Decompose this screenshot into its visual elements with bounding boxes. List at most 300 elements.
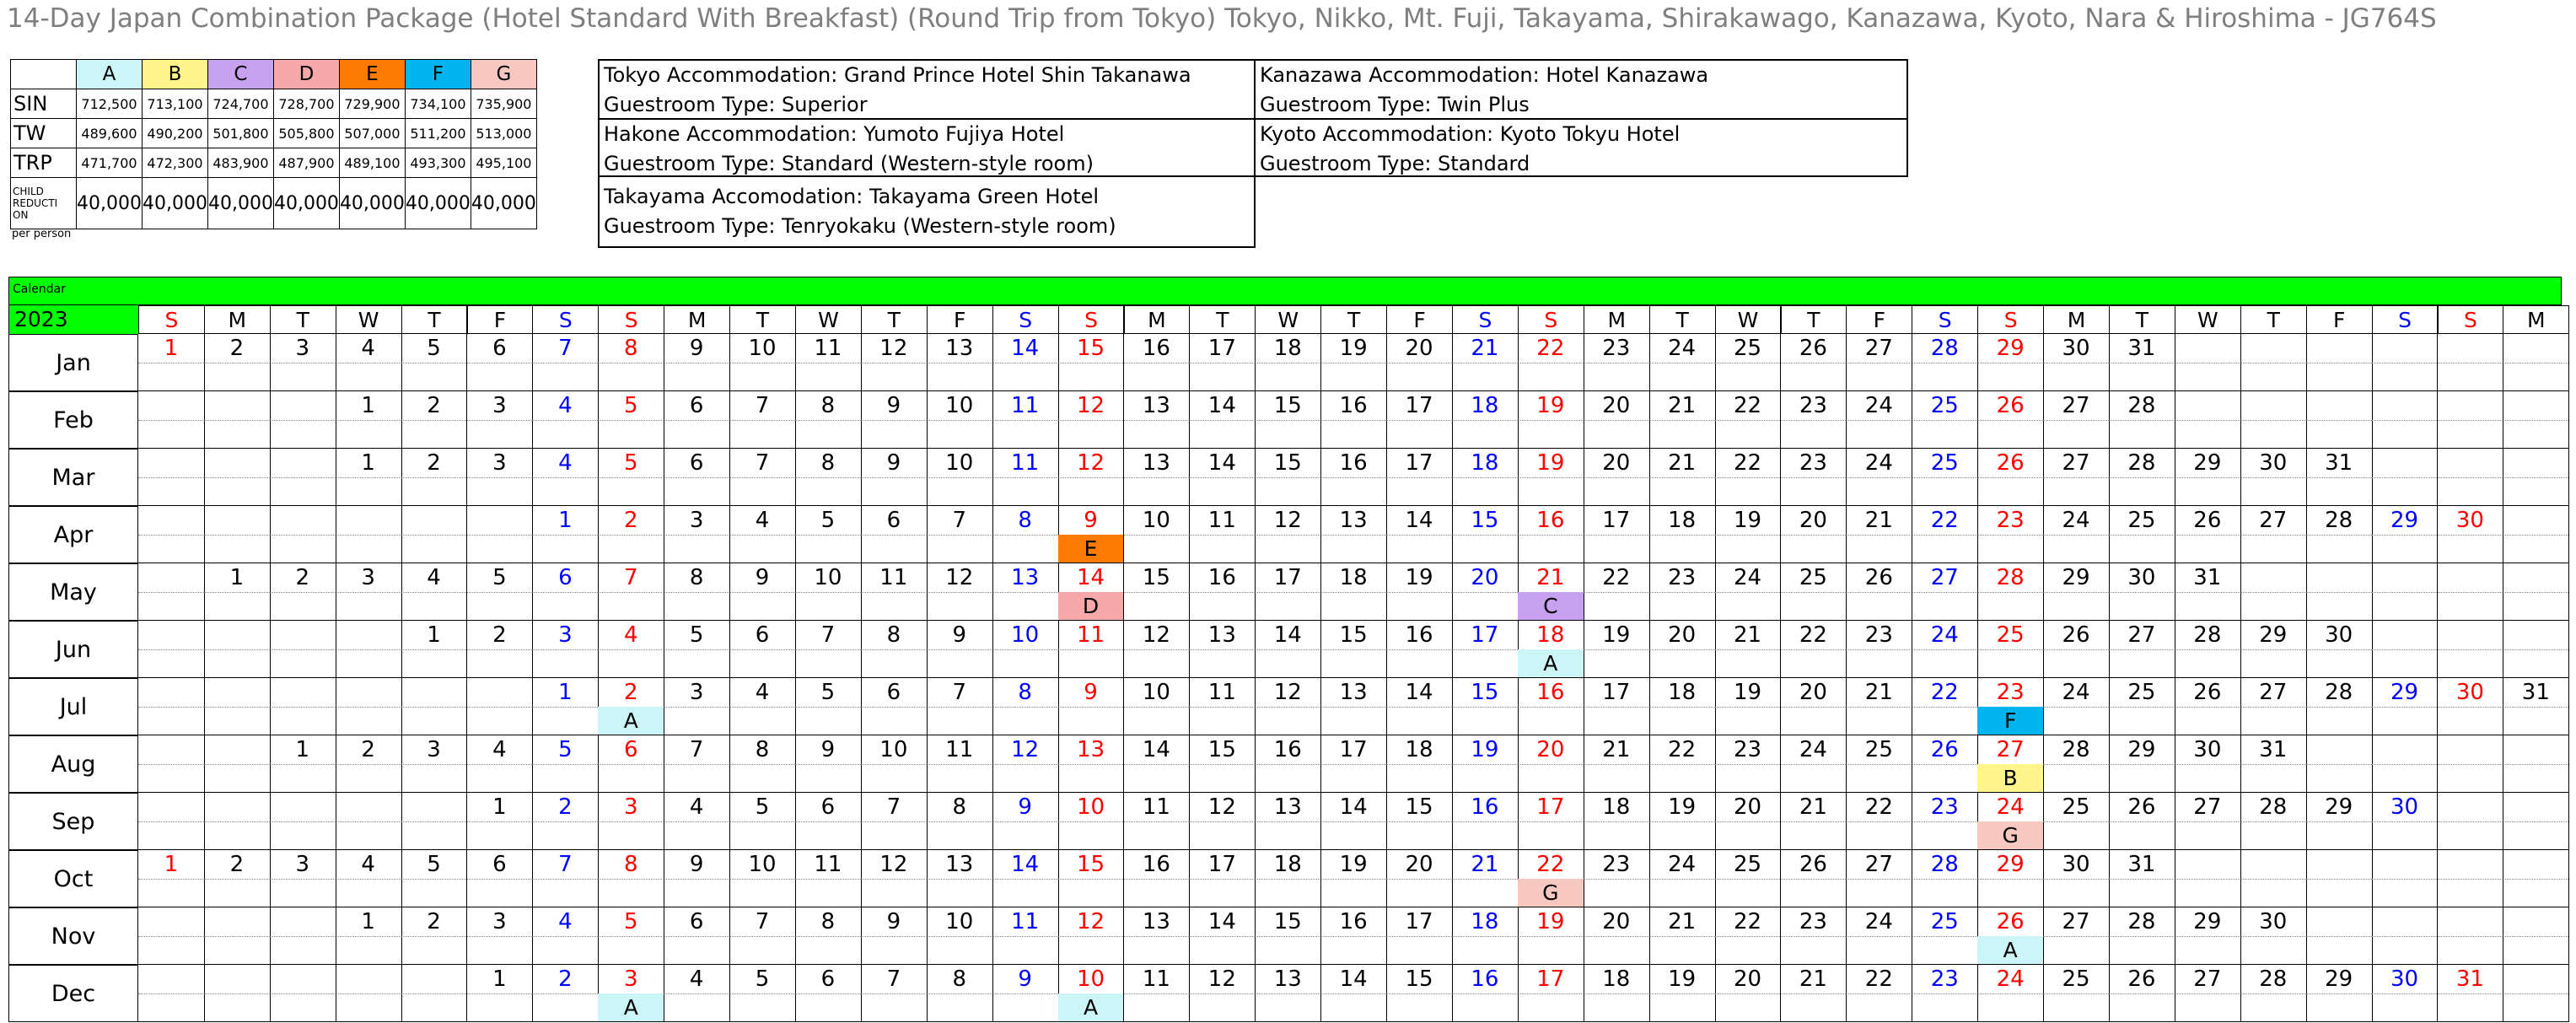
day-cell: [664, 850, 730, 907]
day-cell: [467, 735, 534, 793]
day-number: 21: [1781, 793, 1847, 822]
price-code-empty: [2109, 420, 2175, 448]
day-number: 11: [795, 850, 861, 880]
day-cell: [1124, 621, 1191, 678]
price-code-empty: [2043, 535, 2109, 563]
day-cell: [1977, 965, 2044, 1022]
empty-day: [2240, 334, 2306, 363]
day-cell: [1452, 678, 1519, 735]
day-number: 6: [532, 563, 598, 593]
day-number: 8: [795, 391, 861, 421]
day-cell: [598, 735, 664, 793]
day-number: 13: [1255, 965, 1320, 994]
day-cell: [2240, 850, 2307, 907]
day-number: 19: [1320, 334, 1386, 363]
day-cell: [1912, 506, 1978, 563]
empty-day: [2240, 850, 2306, 880]
day-cell: [1912, 793, 1978, 850]
child-reduction-cell: 40,000: [339, 178, 405, 229]
day-cell: [2306, 334, 2373, 391]
month-row-apr: [8, 506, 2562, 563]
empty-day: [401, 678, 467, 708]
day-cell: [1058, 735, 1125, 793]
day-cell: [204, 850, 271, 907]
price-code-empty: [1124, 993, 1190, 1021]
day-number: 9: [1058, 678, 1124, 708]
month-label: Oct: [8, 850, 138, 907]
day-number: 7: [861, 793, 927, 822]
day-cell: [1320, 563, 1387, 621]
day-number: 6: [664, 449, 729, 478]
price-code-empty: [2438, 592, 2503, 620]
price-code-empty: [927, 764, 992, 792]
day-number: 7: [861, 965, 927, 994]
price-code-empty: [861, 363, 927, 390]
day-cell: [2043, 965, 2110, 1022]
price-code-empty: [2240, 821, 2306, 849]
day-number: 10: [927, 391, 992, 421]
price-code-empty: [1781, 592, 1847, 620]
price-code-empty: [1189, 363, 1255, 390]
day-cell: [795, 563, 862, 621]
day-cell: [2109, 735, 2175, 793]
price-code-empty: [1255, 649, 1320, 677]
day-cell: [2109, 965, 2175, 1022]
day-cell: [1452, 563, 1519, 621]
price-code-empty: [2306, 363, 2372, 390]
price-code-empty: [664, 936, 729, 964]
day-number: 26: [2109, 793, 2175, 822]
day-number: 7: [532, 334, 598, 363]
price-code-empty: [1781, 821, 1847, 849]
price-code-empty: [1846, 993, 1912, 1021]
day-number: 13: [1058, 735, 1124, 765]
day-number: 4: [598, 621, 664, 650]
day-number: 11: [795, 334, 861, 363]
day-number: 7: [598, 563, 664, 593]
empty-day: [2175, 850, 2240, 880]
price-code-empty: [204, 477, 270, 505]
empty-day: [2438, 449, 2503, 478]
price-code-empty: [532, 420, 598, 448]
day-cell: [1781, 793, 1847, 850]
price-cell: 729,900: [339, 89, 405, 119]
price-code-empty: [1452, 879, 1518, 907]
day-number: 12: [1255, 678, 1320, 708]
price-code-empty: [1649, 764, 1715, 792]
price-code-empty: [992, 363, 1058, 390]
price-code-empty: [1781, 936, 1847, 964]
price-code-empty: [1255, 535, 1320, 563]
price-code-empty: [992, 592, 1058, 620]
price-code-empty: [532, 993, 598, 1021]
weekday-header: W: [795, 305, 862, 334]
day-cell: [270, 621, 336, 678]
price-code-empty: [401, 936, 467, 964]
price-code-G: G: [471, 60, 536, 89]
weekday-header: M: [204, 305, 271, 334]
day-number: 3: [598, 965, 664, 994]
day-number: 3: [270, 334, 336, 363]
day-cell: [664, 678, 730, 735]
price-code-empty: [1781, 649, 1847, 677]
day-cell: [1320, 735, 1387, 793]
price-code-empty: [795, 879, 861, 907]
day-number: 15: [1255, 391, 1320, 421]
day-cell: [1977, 850, 2044, 907]
day-number: 28: [2306, 506, 2372, 536]
empty-day: [138, 449, 204, 478]
day-cell: [927, 678, 993, 735]
price-code-empty: [2175, 879, 2240, 907]
day-cell: [1715, 850, 1782, 907]
day-cell: [598, 506, 664, 563]
price-code-empty: [1386, 879, 1452, 907]
day-number: 13: [1320, 678, 1386, 708]
day-number: 27: [2175, 965, 2240, 994]
day-number: 17: [1189, 334, 1255, 363]
day-cell: [1452, 449, 1519, 506]
day-cell: [1255, 678, 1321, 735]
price-code-empty: [467, 879, 533, 907]
day-number: 4: [401, 563, 467, 593]
day-cell: [1977, 735, 2044, 793]
day-cell: [1584, 334, 1650, 391]
price-code-empty: [401, 649, 467, 677]
day-number: 7: [729, 391, 795, 421]
day-cell: [2503, 563, 2569, 621]
price-code-badge: G: [1518, 879, 1584, 907]
day-cell: [729, 449, 796, 506]
empty-day: [467, 678, 533, 708]
price-code-empty: [1255, 477, 1320, 505]
day-cell: [270, 735, 336, 793]
day-cell: [1649, 334, 1716, 391]
weekday-header: S: [1518, 305, 1584, 334]
day-cell: [532, 621, 599, 678]
price-code-empty: [2503, 649, 2568, 677]
price-code-empty: [992, 420, 1058, 448]
day-cell: [467, 678, 534, 735]
price-code-empty: [1649, 879, 1715, 907]
day-cell: [2503, 449, 2569, 506]
day-number: 15: [1255, 449, 1320, 478]
day-cell: [336, 793, 402, 850]
day-cell: [204, 793, 271, 850]
day-number: 23: [1649, 563, 1715, 593]
day-number: 1: [336, 391, 401, 421]
day-cell: [1912, 678, 1978, 735]
day-number: 9: [992, 793, 1058, 822]
price-code-empty: [138, 477, 204, 505]
day-number: 12: [1058, 907, 1124, 937]
day-cell: [2306, 621, 2373, 678]
price-code-empty: [1912, 535, 1977, 563]
day-cell: [1584, 850, 1650, 907]
price-code-empty: [270, 363, 336, 390]
day-number: 15: [1452, 506, 1518, 536]
price-code-empty: [2175, 707, 2240, 735]
day-cell: [270, 563, 336, 621]
day-number: 18: [1452, 391, 1518, 421]
price-code-empty: [927, 649, 992, 677]
day-number: 9: [729, 563, 795, 593]
day-number: 18: [1518, 621, 1584, 650]
price-code-B: B: [142, 60, 207, 89]
price-code-empty: [1255, 363, 1320, 390]
day-number: 26: [2175, 678, 2240, 708]
day-number: 5: [532, 735, 598, 765]
day-cell: [1649, 391, 1716, 449]
price-code-empty: [467, 936, 533, 964]
day-cell: [1781, 850, 1847, 907]
day-number: 10: [1058, 793, 1124, 822]
day-number: 23: [1584, 850, 1649, 880]
day-cell: [1781, 907, 1847, 965]
day-number: 5: [467, 563, 533, 593]
weekday-header: T: [270, 305, 336, 334]
price-cell: 489,600: [77, 119, 143, 148]
accommodation-hakone-room: Guestroom Type: Standard (Western-style room): [604, 152, 1094, 175]
price-code-empty: [1977, 592, 2043, 620]
day-number: 2: [401, 907, 467, 937]
day-number: 13: [1124, 907, 1190, 937]
price-code-empty: [2372, 879, 2438, 907]
month-row-jan: [8, 334, 2562, 391]
weekday-header: T: [401, 305, 468, 334]
day-cell: [2372, 563, 2439, 621]
day-number: 19: [1518, 449, 1584, 478]
price-code-empty: [729, 993, 795, 1021]
weekday-header: M: [664, 305, 730, 334]
day-number: 2: [467, 621, 533, 650]
day-number: 16: [1518, 506, 1584, 536]
price-code-empty: [2043, 936, 2109, 964]
day-cell: [2109, 850, 2175, 907]
empty-day: [2306, 735, 2372, 765]
price-code-empty: [1846, 363, 1912, 390]
price-code-empty: [1715, 477, 1781, 505]
day-cell: [1320, 907, 1387, 965]
day-cell: [1452, 850, 1519, 907]
price-code-empty: [1320, 592, 1386, 620]
price-code-empty: [204, 936, 270, 964]
price-code-empty: [795, 764, 861, 792]
price-cell: 505,800: [273, 119, 339, 148]
day-cell: [664, 334, 730, 391]
day-cell: [1781, 735, 1847, 793]
empty-day: [336, 506, 401, 536]
day-number: 27: [1977, 735, 2043, 765]
price-code-empty: [1912, 936, 1977, 964]
price-code-D: D: [273, 60, 339, 89]
price-cell: 713,100: [142, 89, 207, 119]
empty-day: [204, 678, 270, 708]
day-number: 9: [664, 850, 729, 880]
weekday-header: F: [1846, 305, 1912, 334]
day-cell: [1977, 793, 2044, 850]
day-cell: [729, 506, 796, 563]
day-number: 11: [927, 735, 992, 765]
weekday-header: S: [992, 305, 1059, 334]
price-code-badge: C: [1518, 592, 1584, 620]
accommodation-tokyo-room: Guestroom Type: Superior: [604, 93, 868, 116]
price-code-badge: A: [1518, 649, 1584, 677]
day-cell: [1124, 965, 1191, 1022]
price-code-empty: [598, 879, 664, 907]
price-code-empty: [1255, 936, 1320, 964]
price-code-empty: [467, 477, 533, 505]
day-cell: [204, 563, 271, 621]
price-code-empty: [1189, 879, 1255, 907]
price-code-empty: [2438, 879, 2503, 907]
price-code-empty: [1518, 535, 1584, 563]
day-cell: [1255, 391, 1321, 449]
price-code-empty: [2240, 420, 2306, 448]
price-code-empty: [336, 363, 401, 390]
day-number: 3: [664, 678, 729, 708]
empty-day: [270, 449, 336, 478]
day-cell: [992, 334, 1059, 391]
empty-day: [2503, 735, 2568, 765]
price-code-empty: [1584, 993, 1649, 1021]
price-code-empty: [729, 707, 795, 735]
price-code-empty: [532, 879, 598, 907]
day-number: 8: [795, 449, 861, 478]
day-cell: [2240, 678, 2307, 735]
price-code-empty: [1452, 993, 1518, 1021]
day-number: 24: [2043, 506, 2109, 536]
price-cell: 735,900: [471, 89, 536, 119]
day-cell: [401, 621, 468, 678]
child-reduction-cell: 40,000: [273, 178, 339, 229]
price-code-empty: [2503, 707, 2568, 735]
day-cell: [138, 391, 205, 449]
price-code-empty: [2240, 477, 2306, 505]
day-cell: [1320, 793, 1387, 850]
price-code-empty: [2306, 821, 2372, 849]
day-number: 23: [1977, 506, 2043, 536]
price-code-empty: [1058, 477, 1124, 505]
empty-day: [2306, 563, 2372, 593]
empty-day: [2438, 735, 2503, 765]
day-number: 4: [336, 850, 401, 880]
price-code-empty: [138, 535, 204, 563]
accommodation-takayama-hotel: Takayama Accomodation: Takayama Green Hotel: [604, 185, 1100, 208]
day-cell: [1715, 678, 1782, 735]
price-code-empty: [1977, 879, 2043, 907]
day-cell: [1781, 449, 1847, 506]
price-code-empty: [1912, 879, 1977, 907]
price-code-empty: [401, 707, 467, 735]
price-code-empty: [2372, 764, 2438, 792]
page-title: 14-Day Japan Combination Package (Hotel Standard With Breakfast) (Round Trip from Tokyo) Tokyo, Nikko, Mt. Fuji, Takayama, Shirakawago, Kanazawa, Kyoto, Nara & Hiroshima - JG764S: [7, 3, 2437, 34]
day-number: 31: [2109, 334, 2175, 363]
price-code-empty: [1386, 420, 1452, 448]
day-number: 27: [2240, 506, 2306, 536]
day-number: 16: [1124, 850, 1190, 880]
day-number: 16: [1452, 965, 1518, 994]
day-cell: [1255, 621, 1321, 678]
day-cell: [2503, 907, 2569, 965]
price-code-empty: [729, 649, 795, 677]
day-number: 8: [664, 563, 729, 593]
price-code-empty: [1846, 879, 1912, 907]
day-number: 18: [1452, 449, 1518, 478]
day-cell: [1386, 793, 1453, 850]
day-number: 1: [336, 907, 401, 937]
price-code-empty: [138, 764, 204, 792]
price-row-trp: [11, 148, 537, 178]
day-cell: [2503, 391, 2569, 449]
day-cell: [1058, 850, 1125, 907]
price-code-empty: [1649, 821, 1715, 849]
day-number: 4: [336, 334, 401, 363]
empty-day: [204, 793, 270, 822]
price-code-empty: [401, 363, 467, 390]
price-code-empty: [467, 649, 533, 677]
day-cell: [401, 965, 468, 1022]
day-cell: [1715, 965, 1782, 1022]
day-cell: [598, 334, 664, 391]
weekday-header: S: [138, 305, 205, 334]
day-cell: [2372, 793, 2439, 850]
day-cell: [2043, 391, 2110, 449]
price-code-empty: [2306, 879, 2372, 907]
month-row-feb: [8, 391, 2562, 449]
price-code-empty: [467, 707, 533, 735]
price-code-empty: [1124, 879, 1190, 907]
day-cell: [861, 965, 928, 1022]
price-code-empty: [1781, 477, 1847, 505]
day-number: 14: [992, 334, 1058, 363]
day-cell: [1518, 850, 1584, 907]
weekday-header: S: [2372, 305, 2439, 334]
day-number: 19: [1320, 850, 1386, 880]
price-code-empty: [1058, 707, 1124, 735]
day-cell: [1058, 334, 1125, 391]
price-code-empty: [1715, 535, 1781, 563]
day-number: 29: [2175, 907, 2240, 937]
price-code-empty: [2503, 821, 2568, 849]
price-code-empty: [1977, 535, 2043, 563]
day-number: 8: [992, 678, 1058, 708]
day-cell: [1189, 334, 1256, 391]
price-code-empty: [2372, 592, 2438, 620]
price-code-empty: [992, 764, 1058, 792]
price-code-empty: [1452, 707, 1518, 735]
day-cell: [204, 506, 271, 563]
price-code-empty: [1320, 707, 1386, 735]
day-cell: [1320, 506, 1387, 563]
price-code-empty: [532, 363, 598, 390]
day-number: 30: [2372, 793, 2438, 822]
day-number: 30: [2372, 965, 2438, 994]
day-cell: [1124, 334, 1191, 391]
empty-day: [138, 965, 204, 994]
day-cell: [861, 621, 928, 678]
day-cell: [1977, 391, 2044, 449]
price-code-empty: [1846, 420, 1912, 448]
day-cell: [2306, 563, 2373, 621]
day-number: 2: [532, 965, 598, 994]
price-code-empty: [861, 649, 927, 677]
price-code-empty: [2503, 879, 2568, 907]
day-number: 9: [795, 735, 861, 765]
day-cell: [1518, 391, 1584, 449]
day-number: 11: [992, 391, 1058, 421]
day-cell: [1386, 563, 1453, 621]
